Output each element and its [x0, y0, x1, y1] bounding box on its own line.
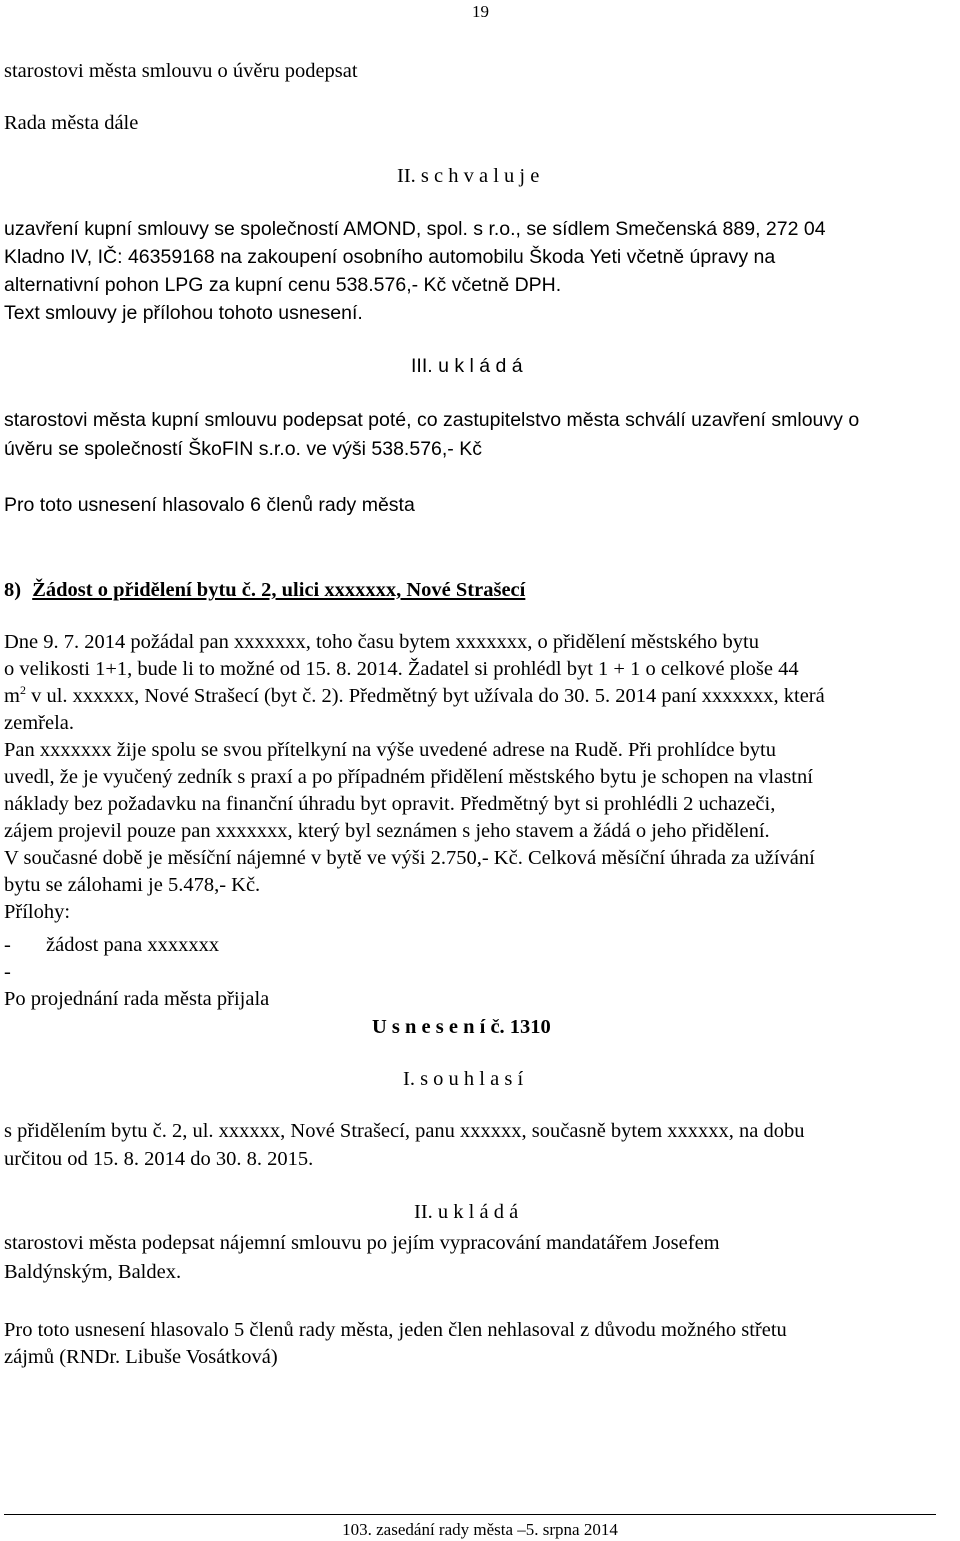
item-number: 8) — [4, 579, 22, 601]
text-line: zájem projevil pouze pan xxxxxxx, který byl seznámen s jeho stavem a žádá o jeho přidělení. — [4, 820, 770, 842]
item-heading — [4, 580, 525, 601]
text-line — [4, 683, 825, 707]
vote-line: Pro toto usnesení hlasovalo 5 členů rady města, jeden člen nehlasoval z důvodu možného střetu — [4, 1319, 787, 1341]
unit-m: m — [4, 685, 20, 707]
section-heading-schvaluje: II. s c h v a l u j e — [397, 165, 540, 187]
section-heading-uklada: III. u k l á d á — [411, 355, 523, 377]
text-line: náklady bez požadavku na finanční úhradu byt opravit. Předmětný byt si prohlédli 2 uchazeči, — [4, 793, 776, 815]
text-line: alternativní pohon LPG za kupní cenu 538.576,- Kč včetně DPH. — [4, 274, 562, 296]
section-heading-souhlasi: I. s o u h l a s í — [403, 1068, 524, 1090]
vote-line: zájmů (RNDr. Libuše Vosátková) — [4, 1346, 278, 1368]
text-line: Pan xxxxxxx žije spolu se svou přítelkyní na výše uvedené adrese na Rudě. Při prohlídce bytu — [4, 739, 777, 761]
list-dash: - — [4, 961, 11, 983]
text-line: starostovi města kupní smlouvu podepsat poté, co zastupitelstvo města schválí uzavření smlouvy o — [4, 409, 860, 431]
text-line: úvěru se společností ŠkoFIN s.r.o. ve výši 538.576,- Kč — [4, 438, 482, 460]
footer-divider — [4, 1514, 936, 1515]
text-line: uzavření kupní smlouvy se společností AMOND, spol. s r.o., se sídlem Smečenská 889, 272 04 — [4, 218, 826, 240]
text-line: Baldýnským, Baldex. — [4, 1261, 182, 1283]
text-line: Text smlouvy je přílohou tohoto usnesení. — [4, 302, 363, 324]
text-line: Kladno IV, IČ: 46359168 na zakoupení osobního automobilu Škoda Yeti včetně úpravy na — [4, 246, 776, 268]
text-line: bytu se zálohami je 5.478,- Kč. — [4, 874, 261, 896]
text-line: uvedl, že je vyučený zedník s praxí a po případném přidělení městského bytu je schopen na vlastní — [4, 766, 813, 788]
text-span: v ul. xxxxxx, Nové Strašecí (byt č. 2). Předmětný byt užívala do 30. 5. 2014 paní xxxxxxx, která — [25, 685, 825, 707]
list-dash: - — [4, 934, 11, 956]
text-line: Dne 9. 7. 2014 požádal pan xxxxxxx, toho času bytem xxxxxxx, o přidělení městského bytu — [4, 631, 759, 653]
text-line: Po projednání rada města přijala — [4, 988, 270, 1010]
text-line: určitou od 15. 8. 2014 do 30. 8. 2015. — [4, 1148, 314, 1170]
item-title: Žádost o přidělení bytu č. 2, ulici xxxxxxx, Nové Strašecí — [32, 579, 526, 601]
attachments-label: Přílohy: — [4, 901, 71, 923]
section-heading-uklada-2: II. u k l á d á — [414, 1201, 519, 1223]
text-line: Rada města dále — [4, 112, 139, 134]
text-line: starostovi města smlouvu o úvěru podepsat — [4, 60, 358, 82]
text-line: o velikosti 1+1, bude li to možné od 15. 8. 2014. Žadatel si prohlédl byt 1 + 1 o celkové ploše 44 — [4, 658, 799, 680]
unit-sup: 2 — [19, 683, 26, 698]
text-line: zemřela. — [4, 712, 74, 734]
text-line: V současné době je měsíční nájemné v bytě ve výši 2.750,- Kč. Celková měsíční úhrada za užívání — [4, 847, 815, 869]
vote-line: Pro toto usnesení hlasovalo 6 členů rady města — [4, 494, 415, 516]
text-line: starostovi města podepsat nájemní smlouvu po jejím vypracování mandatářem Josefem — [4, 1232, 720, 1254]
attachment-item: žádost pana xxxxxxx — [46, 934, 220, 956]
text-line: s přidělením bytu č. 2, ul. xxxxxx, Nové Strašecí, panu xxxxxx, současně bytem xxxxxx, na dobu — [4, 1120, 805, 1142]
page-footer: 103. zasedání rady města –5. srpna 2014 — [342, 1520, 618, 1539]
resolution-title: U s n e s e n í č. 1310 — [372, 1016, 551, 1038]
page-number: 19 — [472, 2, 489, 21]
